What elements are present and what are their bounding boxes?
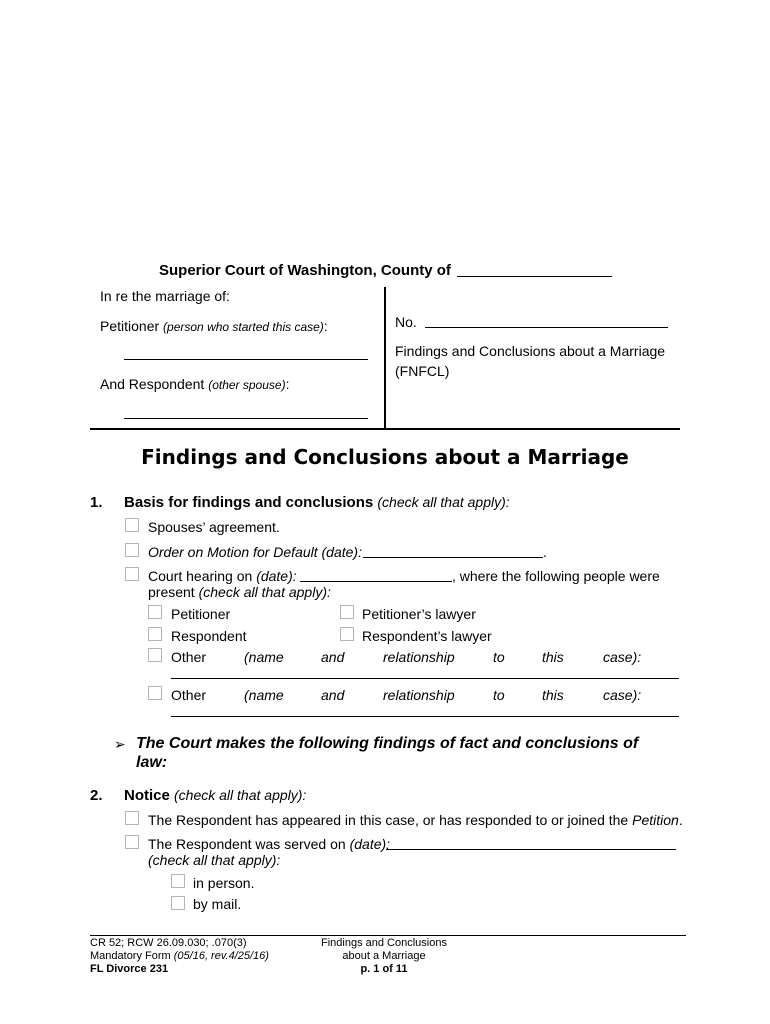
section2-number: 2. bbox=[90, 787, 103, 804]
checkbox-default[interactable] bbox=[125, 543, 139, 557]
petitioner-present-label: Petitioner bbox=[171, 606, 231, 622]
footer-middle bbox=[300, 937, 468, 976]
section1-heading-text: Basis for findings and conclusions bbox=[124, 494, 378, 511]
checkbox-appeared[interactable] bbox=[125, 811, 139, 825]
hearing-text-b: , where the following people were bbox=[452, 568, 660, 584]
respondent-label bbox=[100, 376, 289, 392]
other-label-1: Other bbox=[171, 649, 207, 665]
section1-heading bbox=[124, 494, 510, 511]
default-label bbox=[148, 544, 362, 560]
checkbox-by-mail[interactable] bbox=[171, 896, 185, 910]
checkbox-petitioner[interactable] bbox=[148, 605, 162, 619]
court-statement-line1: The Court makes the following findings of fact and conclusions of bbox=[136, 735, 639, 752]
served-label bbox=[148, 836, 390, 852]
petitioners-lawyer-label: Petitioner’s lawyer bbox=[362, 606, 476, 622]
footer-doc-name-2: about a Marriage bbox=[342, 950, 426, 962]
respondent-label-text: And Respondent bbox=[100, 376, 209, 392]
default-period: . bbox=[543, 544, 547, 560]
served-date-label: (date): bbox=[349, 836, 391, 852]
other-1-word: relationship bbox=[383, 649, 455, 665]
in-person-label: in person. bbox=[193, 875, 255, 891]
other-label-2: Other bbox=[171, 687, 207, 703]
case-number-blank[interactable] bbox=[425, 327, 668, 328]
court-line bbox=[159, 262, 451, 279]
other-2-word: (name bbox=[244, 687, 284, 703]
footer-page-number: p. 1 of 11 bbox=[360, 963, 408, 975]
respondent-colon: : bbox=[285, 376, 290, 392]
respondent-present-label: Respondent bbox=[171, 628, 247, 644]
respondents-lawyer-label: Respondent’s lawyer bbox=[362, 628, 492, 644]
checkbox-other-1[interactable] bbox=[148, 648, 162, 662]
hearing-present bbox=[148, 584, 331, 600]
hearing-label bbox=[148, 568, 297, 584]
checkbox-hearing[interactable] bbox=[125, 567, 139, 581]
doc-title-line1: Findings and Conclusions about a Marriage bbox=[395, 343, 666, 359]
caption-rule bbox=[90, 428, 680, 430]
respondent-name-blank[interactable] bbox=[124, 418, 368, 419]
doc-title-line2: (FNFCL) bbox=[395, 363, 450, 379]
checkbox-served[interactable] bbox=[125, 835, 139, 849]
other-2-word: case): bbox=[603, 687, 642, 703]
footer-form-type bbox=[90, 950, 269, 963]
other-1-word: and bbox=[321, 649, 345, 665]
page-title: Findings and Conclusions about a Marriage bbox=[141, 445, 629, 469]
section2-heading-note: (check all that apply): bbox=[174, 787, 307, 803]
case-number-label: No. bbox=[395, 314, 417, 330]
agreement-label: Spouses’ agreement. bbox=[148, 519, 280, 535]
served-date-blank[interactable] bbox=[386, 849, 676, 850]
footer-form-type-text: Mandatory Form bbox=[90, 950, 174, 962]
other-1-word: (name bbox=[244, 649, 284, 665]
footer-citation: CR 52; RCW 26.09.030; .070(3) bbox=[90, 937, 247, 949]
checkbox-in-person[interactable] bbox=[171, 874, 185, 888]
checkbox-petitioners-lawyer[interactable] bbox=[340, 605, 354, 619]
default-date-blank[interactable] bbox=[363, 557, 543, 558]
other-2-blank[interactable] bbox=[171, 716, 679, 717]
appeared-text: The Respondent has appeared in this case, or has responded to or joined the bbox=[148, 812, 633, 828]
footer-rule bbox=[90, 935, 686, 936]
appeared-label bbox=[148, 812, 683, 828]
other-2-word: this bbox=[542, 687, 564, 703]
other-2-word: relationship bbox=[383, 687, 455, 703]
hearing-text-a: Court hearing on bbox=[148, 568, 257, 584]
respondent-note: (other spouse) bbox=[208, 378, 286, 392]
checkbox-respondent[interactable] bbox=[148, 627, 162, 641]
petitioner-colon: : bbox=[323, 318, 328, 334]
footer-form-id: FL Divorce 231 bbox=[90, 963, 169, 975]
section2-heading bbox=[124, 787, 306, 804]
other-2-word: and bbox=[321, 687, 345, 703]
court-line-text: Superior Court of Washington, County of bbox=[159, 262, 451, 279]
footer-doc-name-1: Findings and Conclusions bbox=[321, 937, 447, 949]
petitioner-label bbox=[100, 318, 328, 334]
petitioner-label-text: Petitioner bbox=[100, 318, 164, 334]
court-statement-line2: law: bbox=[136, 754, 168, 771]
appeared-period: . bbox=[678, 812, 683, 828]
other-1-word: case): bbox=[603, 649, 642, 665]
hearing-present-text: present bbox=[148, 584, 199, 600]
arrow-bullet-icon: ➢ bbox=[114, 736, 126, 752]
footer-left bbox=[90, 937, 269, 976]
hearing-date-label: (date): bbox=[256, 568, 297, 584]
checkbox-other-2[interactable] bbox=[148, 686, 162, 700]
default-label-text: Order on Motion for Default (date): bbox=[148, 544, 362, 560]
hearing-present-note: (check all that apply): bbox=[198, 584, 331, 600]
section1-number: 1. bbox=[90, 494, 103, 511]
served-text: The Respondent was served on bbox=[148, 836, 350, 852]
other-1-word: to bbox=[493, 649, 505, 665]
footer-form-rev: (05/16, rev.4/25/16) bbox=[173, 950, 269, 962]
other-2-word: to bbox=[493, 687, 505, 703]
appeared-petition: Petition bbox=[632, 812, 679, 828]
checkbox-agreement[interactable] bbox=[125, 518, 139, 532]
petitioner-note: (person who started this case) bbox=[163, 320, 324, 334]
other-1-blank[interactable] bbox=[171, 678, 679, 679]
checkbox-respondents-lawyer[interactable] bbox=[340, 627, 354, 641]
petitioner-name-blank[interactable] bbox=[124, 359, 368, 360]
by-mail-label: by mail. bbox=[193, 896, 242, 912]
hearing-date-blank[interactable] bbox=[300, 581, 452, 582]
other-1-word: this bbox=[542, 649, 564, 665]
caption-divider bbox=[384, 287, 386, 429]
section1-heading-note: (check all that apply): bbox=[377, 494, 510, 510]
county-blank[interactable] bbox=[457, 276, 612, 277]
served-note: (check all that apply): bbox=[148, 852, 281, 868]
in-re-label: In re the marriage of: bbox=[100, 288, 230, 304]
section2-heading-text: Notice bbox=[124, 787, 175, 804]
